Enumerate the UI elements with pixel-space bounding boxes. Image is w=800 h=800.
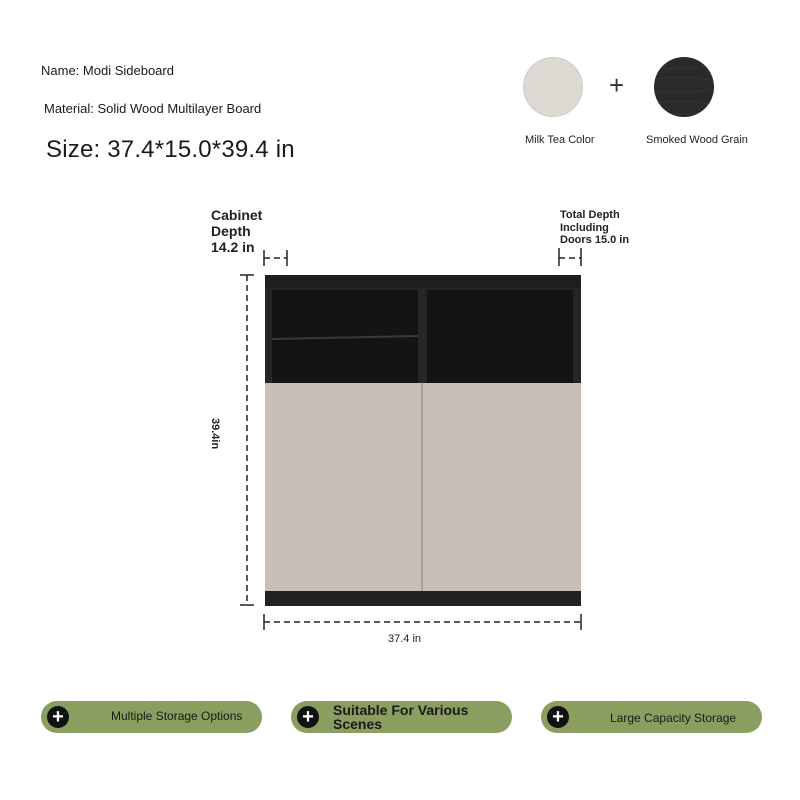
feature-label: Large Capacity Storage <box>610 711 737 725</box>
height-dimension-label: 39.4in <box>209 418 221 450</box>
door-left <box>265 383 421 591</box>
door-right <box>423 383 581 591</box>
plus-icon: + <box>609 70 625 100</box>
open-compartment-right <box>427 290 573 383</box>
cabinet-base <box>265 591 581 606</box>
milk-tea-label: Milk Tea Color <box>525 134 595 146</box>
feature-pill-various-scenes[interactable] <box>291 701 512 733</box>
plus-icon: + <box>297 706 319 728</box>
product-size: Size: 37.4*15.0*39.4 in <box>46 136 295 163</box>
feature-label: Suitable For Various Scenes <box>333 702 469 732</box>
product-name: Name: Modi Sideboard <box>41 63 174 78</box>
product-material: Material: Solid Wood Multilayer Board <box>44 101 262 116</box>
feature-pill-storage-options[interactable] <box>41 701 262 733</box>
smoked-wood-label: Smoked Wood Grain <box>646 134 748 146</box>
width-dimension-label: 37.4 in <box>388 633 422 645</box>
plus-icon: + <box>47 706 69 728</box>
cabinet-depth-value: 14.2 in <box>211 239 255 255</box>
feature-label: Multiple Storage Options <box>111 709 243 723</box>
cabinet-depth-label: Cabinet Depth <box>211 207 263 239</box>
total-depth-label: Total Depth Including Doors 15.0 in <box>560 209 630 246</box>
feature-pill-large-capacity[interactable] <box>541 701 762 733</box>
plus-icon: + <box>547 706 569 728</box>
